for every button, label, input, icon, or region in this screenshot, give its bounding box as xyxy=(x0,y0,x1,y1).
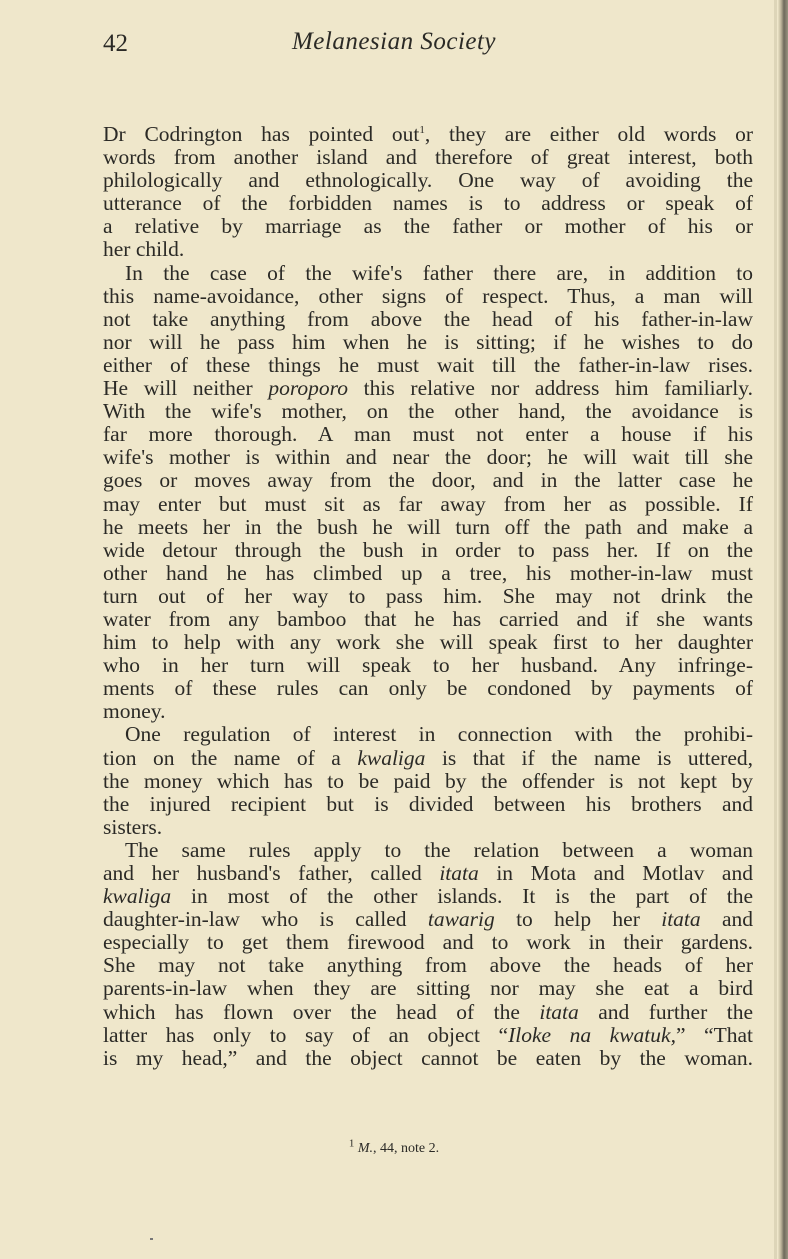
text-line xyxy=(103,354,753,377)
text-run: turn out of her way to pass him. She may not drink the xyxy=(103,583,753,608)
text-run: and xyxy=(700,907,753,932)
italic-term: itata xyxy=(539,999,579,1024)
text-line xyxy=(103,585,753,608)
text-line xyxy=(103,931,753,954)
italic-term: itata xyxy=(661,907,701,932)
text-run: parents-in-law when they are sitting nor may she eat a bird xyxy=(103,976,753,1001)
text-line xyxy=(103,977,753,1000)
italic-term: poroporo xyxy=(268,376,348,401)
text-line xyxy=(103,215,753,238)
text-line xyxy=(103,192,753,215)
text-run: ments of these rules can only be condoned by payments of xyxy=(103,676,753,701)
text-run: he meets her in the bush he will turn off the path and make a xyxy=(103,514,753,539)
text-line xyxy=(103,123,753,146)
text-line xyxy=(103,446,753,469)
text-line xyxy=(103,954,753,977)
text-run: especially to get them firewood and to work in their gardens. xyxy=(103,930,753,955)
text-run: this name-avoidance, other signs of respect. Thus, a man will xyxy=(103,283,753,308)
running-title: Melanesian Society xyxy=(291,28,497,55)
text-run: a relative by marriage as the father or mother of his or xyxy=(103,214,753,239)
text-line xyxy=(103,238,753,261)
text-run: far more thorough. A man must not enter a house if his xyxy=(103,422,753,447)
text-line xyxy=(103,677,753,700)
text-run: is that if the name is uttered, xyxy=(425,745,753,770)
text-line xyxy=(103,1047,753,1070)
footnote-marker: 1 xyxy=(348,1137,355,1150)
text-run: money. xyxy=(103,699,166,724)
italic-term: tawarig xyxy=(427,907,495,932)
text-run: She may not take anything from above the heads of her xyxy=(103,953,753,978)
text-line xyxy=(103,631,753,654)
text-run: , they are either old words or xyxy=(424,122,753,146)
italic-term: kwaliga xyxy=(357,745,426,770)
text-run: him to help with any work she will speak first to her daughter xyxy=(103,630,753,655)
body-text xyxy=(103,123,753,1070)
text-run: is my head,” and the object cannot be eaten by the woman. xyxy=(103,1045,753,1070)
italic-term: kwaliga xyxy=(103,884,172,909)
text-run: wide detour through the bush in order to pass her. If on the xyxy=(103,537,753,562)
text-run: either of these things he must wait till the father-in-law rises. xyxy=(103,352,753,377)
text-run: her child. xyxy=(103,237,185,262)
text-run: in most of the other islands. It is the part of the xyxy=(171,884,753,909)
text-line xyxy=(103,770,753,793)
text-line xyxy=(103,377,753,400)
text-line xyxy=(103,331,753,354)
text-run: With the wife's mother, on the other hand, the avoidance is xyxy=(103,399,753,424)
text-run: Dr Codrington has pointed out xyxy=(103,122,420,146)
text-run: the money which has to be paid by the offender is not kept by xyxy=(103,768,753,793)
text-run: which has flown over the head of the xyxy=(103,999,540,1024)
text-run: nor will he pass him when he is sitting; if he wishes to do xyxy=(103,329,753,354)
text-line xyxy=(103,493,753,516)
italic-term: itata xyxy=(439,861,479,885)
text-run: ” “That xyxy=(675,1022,753,1047)
text-run: may enter but must sit as far away from her as possible. If xyxy=(103,491,753,516)
text-line xyxy=(103,308,753,331)
text-line xyxy=(103,1024,753,1047)
text-line xyxy=(103,262,753,285)
text-line xyxy=(103,723,753,746)
page-number: 42 xyxy=(103,30,128,57)
text-run: to help her xyxy=(494,907,662,932)
text-line xyxy=(103,423,753,446)
text-run: who in her turn will speak to her husband. Any infringe- xyxy=(103,653,753,678)
text-line xyxy=(103,700,753,723)
text-line xyxy=(103,747,753,770)
page-edge xyxy=(774,0,777,1259)
text-line xyxy=(103,539,753,562)
text-run: wife's mother is within and near the door; he will wait till she xyxy=(103,445,753,470)
text-line xyxy=(103,146,753,169)
text-run: in Mota and Motlav and xyxy=(478,861,753,885)
footnote-source: M. xyxy=(357,1141,374,1156)
text-line xyxy=(103,908,753,931)
text-line xyxy=(103,608,753,631)
text-run: goes or moves away from the door, and in the latter case he xyxy=(103,468,753,493)
text-run: and further the xyxy=(578,999,753,1024)
text-line xyxy=(103,1001,753,1024)
text-run: In the case of the wife's father there are, in addition to xyxy=(125,260,753,285)
text-run: the injured recipient but is divided between his brothers and xyxy=(103,791,753,816)
text-line xyxy=(103,400,753,423)
text-line xyxy=(103,839,753,862)
text-line xyxy=(103,285,753,308)
text-line xyxy=(103,816,753,839)
text-line xyxy=(103,654,753,677)
footnote-ref: 1 xyxy=(419,123,425,136)
text-run: utterance of the forbidden names is to address or speak of xyxy=(103,191,753,216)
text-line xyxy=(103,862,753,885)
text-line xyxy=(103,469,753,492)
italic-term: Iloke na kwatuk, xyxy=(508,1022,676,1047)
text-run: water from any bamboo that he has carried and if she wants xyxy=(103,606,753,631)
footnote-reference: , 44, note 2. xyxy=(373,1141,440,1156)
text-run: latter has only to say of an object “ xyxy=(103,1022,509,1047)
text-run: One regulation of interest in connection with the prohibi- xyxy=(125,722,753,747)
text-line xyxy=(103,885,753,908)
text-run: this relative nor address him familiarly. xyxy=(347,376,753,401)
text-run: sisters. xyxy=(103,814,163,839)
text-run: He will neither xyxy=(103,376,269,401)
text-line xyxy=(103,793,753,816)
text-run: tion on the name of a xyxy=(103,745,358,770)
text-run: The same rules apply to the relation between a woman xyxy=(125,837,753,862)
text-line xyxy=(103,516,753,539)
text-run: philologically and ethnologically. One way of avoiding the xyxy=(103,168,753,193)
page-edge-shadow xyxy=(778,0,788,1259)
text-run: daughter-in-law who is called xyxy=(103,907,428,932)
scan-speck xyxy=(150,1238,153,1240)
footnote xyxy=(0,1137,788,1157)
text-run: not take anything from above the head of his father-in-law xyxy=(103,306,753,331)
text-line xyxy=(103,169,753,192)
text-run: other hand he has climbed up a tree, his mother-in-law must xyxy=(103,560,753,585)
text-line xyxy=(103,562,753,585)
text-run: words from another island and therefore of great interest, both xyxy=(103,145,753,170)
text-run: and her husband's father, called xyxy=(103,861,440,885)
